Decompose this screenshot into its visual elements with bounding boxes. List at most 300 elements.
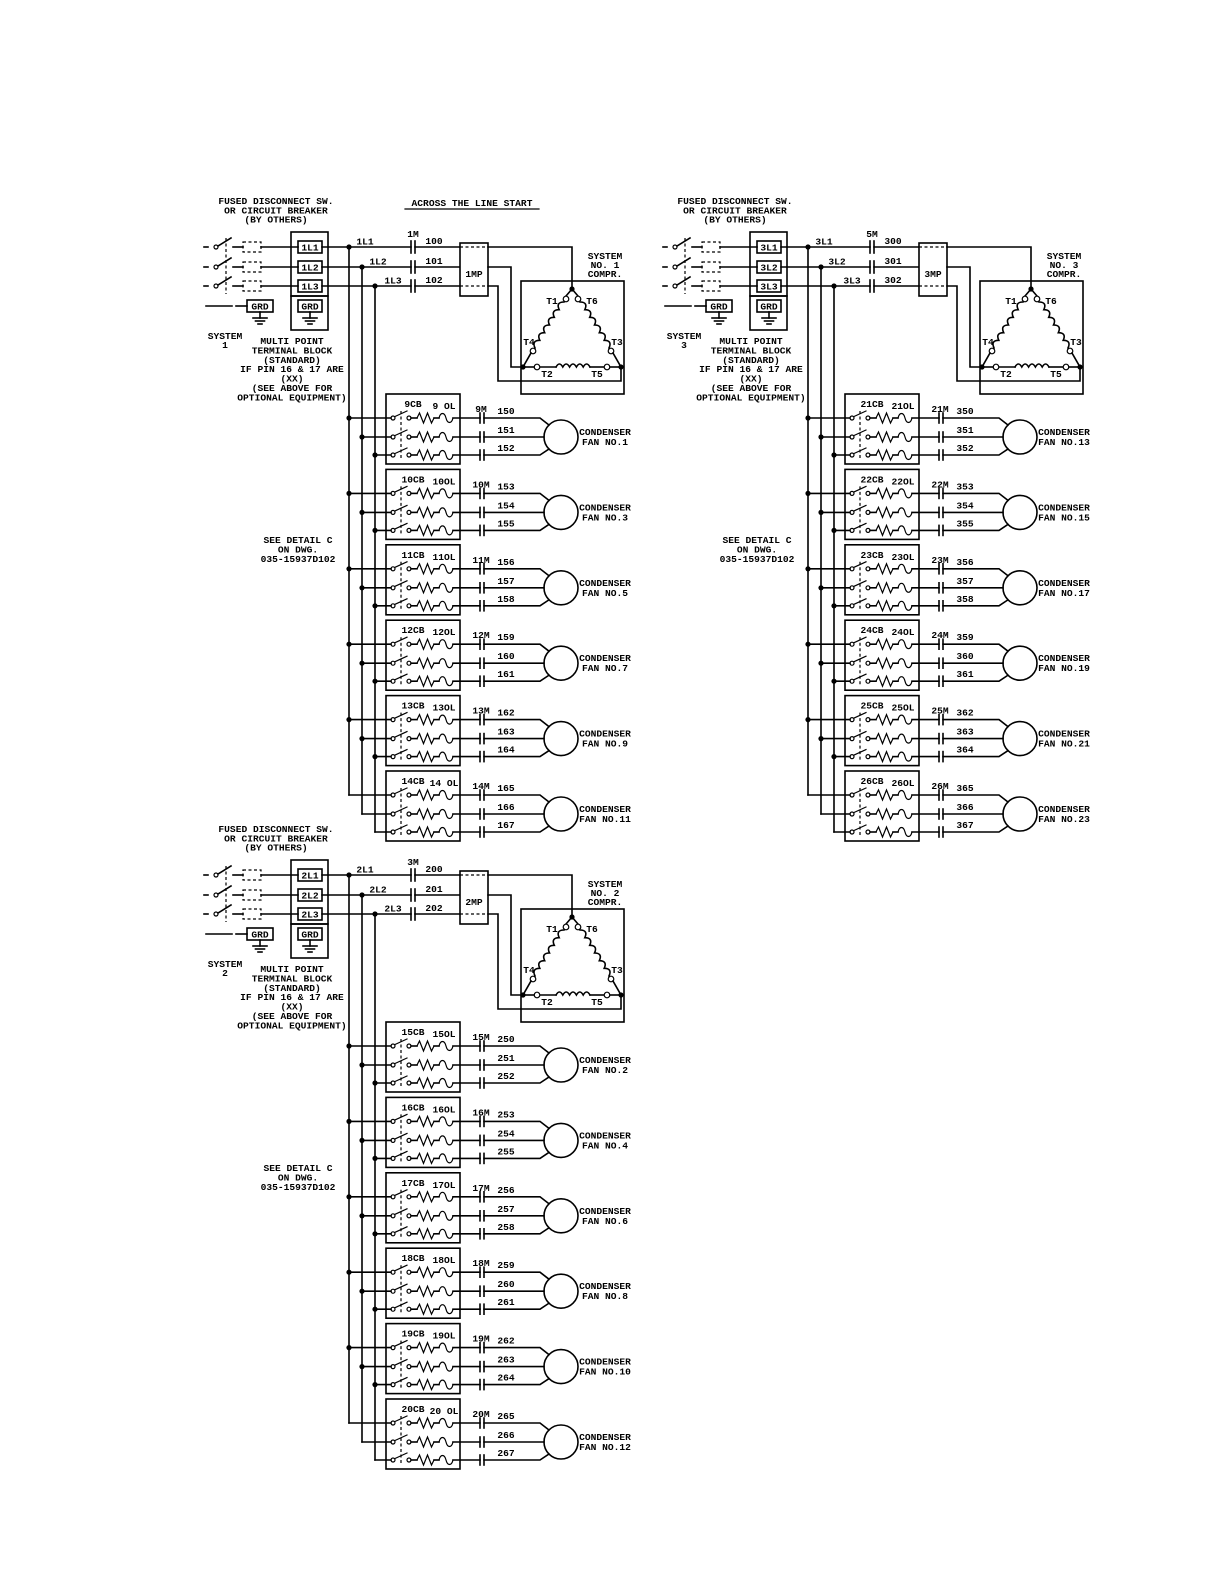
compressor-label: SYSTEM: [587, 251, 623, 262]
condenser-fan-label: FAN NO.11: [579, 814, 631, 825]
overload-heater: [876, 525, 893, 535]
breaker-label: 14CB: [401, 776, 425, 787]
line-label: 3L2: [828, 256, 846, 268]
condenser-fan-label: CONDENSER: [579, 1356, 631, 1368]
wire-number: 255: [497, 1146, 515, 1158]
junction-dot: [346, 415, 351, 420]
terminal-block-note: OPTIONAL EQUIPMENT): [696, 392, 806, 404]
terminal-t5: [1063, 364, 1069, 370]
overload-heater: [417, 1211, 434, 1221]
motor-winding-left: [534, 302, 564, 348]
motor-terminal-label: T4: [982, 337, 994, 348]
condenser-fan-label: FAN NO.4: [581, 1140, 629, 1152]
fan-motor-lead: [484, 751, 549, 757]
ground-label: GRD: [710, 301, 728, 313]
terminal-block-note: OPTIONAL EQUIPMENT): [237, 1020, 347, 1032]
compressor-lead: [488, 247, 572, 289]
overload-heater: [876, 658, 893, 668]
wire-number: 201: [425, 884, 443, 895]
switch-blade: [218, 277, 231, 285]
condenser-fan-label: FAN NO.23: [1038, 814, 1090, 825]
condenser-fan-label: CONDENSER: [579, 804, 631, 815]
fan-contactor-label: 16M: [472, 1107, 490, 1119]
overload-element: [439, 1079, 453, 1088]
wire-number: 167: [497, 820, 515, 831]
winding-lead: [523, 981, 531, 995]
wire-number: 355: [956, 518, 974, 530]
overload-heater: [417, 639, 434, 649]
junction-dot: [359, 1364, 364, 1369]
junction-dot: [359, 1138, 364, 1143]
motor-terminal-label: T6: [586, 296, 598, 307]
wire-number: 358: [956, 593, 974, 605]
fan-motor-lead: [484, 1077, 549, 1083]
compressor-lead: [488, 267, 523, 367]
wire-number: 163: [497, 726, 515, 738]
fan-motor-lead: [484, 1121, 549, 1128]
detail-note: 035-15937D102: [719, 554, 795, 566]
breaker-blade: [854, 599, 866, 605]
condenser-fan-circuit: [808, 771, 1090, 841]
wire-number: 302: [884, 275, 902, 286]
breaker-blade: [395, 1302, 407, 1308]
switch-blade: [677, 277, 690, 285]
condenser-fan-circuit: [805, 620, 1090, 690]
fan-motor-lead: [484, 1197, 549, 1204]
wire-number: 262: [497, 1335, 515, 1347]
overload-element: [898, 659, 912, 668]
overload-heater: [417, 525, 434, 535]
breaker-blade: [395, 750, 407, 756]
breaker-label: 15CB: [401, 1027, 425, 1038]
overload-heater: [876, 790, 893, 800]
overload-label: 16OL: [432, 1104, 456, 1116]
junction-dot: [346, 1270, 351, 1275]
condenser-fan-label: CONDENSER: [579, 728, 631, 740]
wire-number: 200: [425, 864, 443, 875]
winding-lead: [613, 353, 621, 367]
terminal-t2: [534, 992, 540, 998]
overload-heater: [417, 676, 434, 686]
terminal-label: 1L3: [301, 281, 319, 293]
overload-heater: [876, 413, 893, 423]
junction-dot: [818, 510, 823, 515]
condenser-fan-label: FAN NO.1: [581, 437, 629, 448]
compressor-motor-windings: [979, 286, 1082, 380]
junction-dot: [818, 736, 823, 741]
terminal-block-note: MULTI POINT: [260, 336, 324, 347]
condenser-fan-circuit: [805, 696, 1090, 766]
wire-number: 260: [497, 1279, 515, 1291]
compressor-lead: [947, 247, 1031, 289]
terminal-block-note: IF PIN 16 & 17 ARE: [240, 992, 344, 1004]
condenser-fan-circuit: [346, 620, 631, 690]
motor-protector-label: 3MP: [924, 269, 942, 280]
motor-terminal-label: T4: [523, 337, 535, 348]
overload-element: [439, 489, 453, 498]
compressor-contactor-label: 5M: [866, 229, 878, 240]
overload-heater: [417, 1041, 434, 1051]
wire-number: 350: [956, 406, 974, 417]
condenser-fan-circuit: [346, 1173, 631, 1243]
fan-contactor-label: 23M: [931, 554, 949, 566]
compressor-lead: [488, 875, 572, 917]
junction-dot: [831, 679, 836, 684]
condenser-fan-label: FAN NO.19: [1038, 663, 1090, 675]
overload-heater: [876, 734, 893, 744]
breaker-label: 10CB: [401, 474, 425, 486]
breaker-blade: [395, 1076, 407, 1082]
overload-element: [439, 601, 453, 610]
overload-element: [439, 1154, 453, 1163]
fan-motor-lead: [484, 418, 549, 425]
junction-dot: [372, 1231, 377, 1236]
compressor-motor-windings: [520, 914, 623, 1008]
breaker-label: 22CB: [860, 474, 884, 486]
motor-terminal-label: T5: [591, 997, 603, 1008]
fan-motor-lead: [484, 720, 549, 727]
disconnect-label: FUSED DISCONNECT SW.: [677, 196, 793, 207]
wire-number: 360: [956, 651, 974, 663]
junction-dot: [372, 452, 377, 457]
compressor-label: NO. 1: [590, 260, 620, 271]
system-label: SYSTEM: [666, 331, 702, 342]
terminal-label: 3L3: [760, 281, 778, 293]
overload-label: 21OL: [891, 401, 915, 412]
system-block: [663, 196, 1090, 841]
overload-element: [439, 752, 453, 761]
wire-number: 356: [956, 556, 974, 568]
wire-number: 301: [884, 256, 902, 267]
wire-number: 261: [497, 1297, 515, 1309]
winding-lead: [523, 353, 531, 367]
ground-label: GRD: [251, 929, 269, 941]
overload-heater: [417, 1078, 434, 1088]
start-type-label: ACROSS THE LINE START: [411, 198, 533, 209]
overload-element: [439, 508, 453, 517]
condenser-fan-label: FAN NO.6: [581, 1215, 629, 1227]
fan-contactor-label: 22M: [931, 479, 949, 491]
overload-element: [898, 715, 912, 724]
ground-symbol: [303, 312, 317, 324]
fan-contactor-label: 11M: [472, 554, 490, 566]
condenser-fan-label: FAN NO.8: [581, 1291, 629, 1303]
overload-heater: [876, 639, 893, 649]
motor-winding-left: [534, 930, 564, 976]
overload-element: [439, 810, 453, 819]
terminal-block-note: (XX): [280, 373, 304, 385]
condenser-fan-circuit: [805, 545, 1090, 615]
overload-heater: [417, 1229, 434, 1239]
overload-heater: [417, 1437, 434, 1447]
wire-number: 259: [497, 1260, 515, 1272]
overload-element: [439, 1305, 453, 1314]
fan-motor-lead: [484, 524, 549, 530]
overload-element: [898, 640, 912, 649]
motor-winding-right: [580, 302, 610, 348]
junction-dot: [372, 1382, 377, 1387]
wire-number: 162: [497, 707, 515, 719]
breaker-blade: [395, 523, 407, 529]
junction-dot: [372, 679, 377, 684]
wire-number: 256: [497, 1184, 515, 1196]
fan-contactor-label: 25M: [931, 705, 949, 717]
terminal-t1: [563, 296, 569, 302]
motor-winding-right: [580, 930, 610, 976]
line-label: 3L3: [843, 275, 861, 287]
fan-motor-lead: [943, 675, 1008, 681]
terminal-block-note: (STANDARD): [263, 982, 321, 994]
junction-dot: [372, 528, 377, 533]
condenser-fan-label: FAN NO.13: [1038, 437, 1090, 448]
wire-number: 151: [497, 425, 515, 436]
overload-label: 22OL: [891, 476, 915, 488]
fan-motor-lead: [484, 1379, 549, 1385]
wire-number: 157: [497, 575, 515, 587]
wire-number: 357: [956, 575, 974, 587]
compressor-label: COMPR.: [587, 269, 623, 280]
terminal-t5: [604, 992, 610, 998]
wire-number: 166: [497, 802, 515, 813]
overload-heater: [417, 1380, 434, 1390]
junction-dot: [818, 585, 823, 590]
fan-motor-lead: [484, 1152, 549, 1158]
terminal-block-note: IF PIN 16 & 17 ARE: [240, 364, 344, 376]
breaker-blade: [395, 825, 407, 831]
fan-motor-lead: [484, 600, 549, 606]
overload-heater: [417, 1418, 434, 1428]
condenser-fan-circuit: [346, 394, 631, 464]
condenser-fan-label: CONDENSER: [579, 1130, 631, 1142]
overload-element: [439, 1229, 453, 1238]
fuse-symbol: [702, 262, 720, 272]
junction-dot: [346, 717, 351, 722]
overload-element: [439, 433, 453, 442]
switch-blade: [218, 905, 231, 913]
terminal-t2: [993, 364, 999, 370]
terminal-label: 2L3: [301, 909, 319, 921]
terminal-block-note: MULTI POINT: [260, 964, 324, 975]
terminal-block-note: IF PIN 16 & 17 ARE: [699, 364, 803, 376]
overload-label: 18OL: [432, 1255, 456, 1267]
overload-heater: [417, 488, 434, 498]
overload-element: [439, 583, 453, 592]
motor-terminal-label: T1: [1005, 296, 1017, 307]
junction-dot: [818, 434, 823, 439]
overload-element: [898, 508, 912, 517]
overload-heater: [417, 1343, 434, 1353]
overload-element: [439, 1343, 453, 1352]
condenser-fan-label: FAN NO.12: [579, 1442, 631, 1453]
fan-motor-lead: [484, 1348, 549, 1355]
breaker-label: 11CB: [401, 549, 425, 561]
fan-motor-lead: [484, 449, 549, 455]
condenser-fan-circuit: [805, 394, 1090, 464]
junction-dot: [359, 1289, 364, 1294]
motor-terminal-label: T6: [586, 924, 598, 935]
junction-dot: [818, 661, 823, 666]
condenser-fan-label: CONDENSER: [1038, 502, 1090, 514]
breaker-blade: [395, 599, 407, 605]
fan-motor-lead: [943, 826, 1008, 832]
terminal-label: 2L1: [301, 870, 319, 882]
motor-protector-label: 1MP: [465, 269, 483, 280]
compressor-label: COMPR.: [1046, 269, 1082, 280]
winding-lead: [613, 981, 621, 995]
wire-number: 155: [497, 518, 515, 530]
condenser-fan-circuit: [346, 1324, 631, 1394]
overload-element: [439, 1192, 453, 1201]
switch-blade: [218, 258, 231, 266]
ground-symbol: [762, 312, 776, 324]
junction-dot: [372, 1080, 377, 1085]
wire-number: 263: [497, 1354, 515, 1366]
wire-number: 253: [497, 1109, 515, 1121]
disconnect-label: FUSED DISCONNECT SW.: [218, 196, 334, 207]
overload-heater: [417, 1286, 434, 1296]
terminal-block-note: (SEE ABOVE FOR: [251, 1011, 333, 1022]
condenser-fan-label: FAN NO.15: [1038, 512, 1090, 524]
detail-note: 035-15937D102: [260, 554, 336, 566]
ground-label: GRD: [251, 301, 269, 313]
overload-label: 20 OL: [429, 1406, 459, 1417]
fan-motor-lead: [943, 644, 1008, 651]
overload-element: [898, 791, 912, 800]
junction-dot: [359, 1213, 364, 1218]
condenser-fan-circuit: [805, 469, 1090, 539]
overload-label: 25OL: [891, 702, 915, 714]
overload-heater: [876, 715, 893, 725]
terminal-block-note: (XX): [280, 1001, 304, 1013]
motor-protector-label: 2MP: [465, 897, 483, 908]
breaker-label: 23CB: [860, 549, 884, 561]
condenser-fan-label: CONDENSER: [579, 577, 631, 589]
overload-element: [439, 1117, 453, 1126]
compressor-lead: [488, 895, 523, 995]
detail-note: SEE DETAIL C: [263, 1163, 333, 1174]
breaker-label: 21CB: [860, 399, 884, 410]
overload-heater: [417, 658, 434, 668]
wire-number: 300: [884, 236, 902, 247]
winding-lead: [572, 289, 578, 296]
wire-number: 160: [497, 651, 515, 663]
overload-heater: [417, 583, 434, 593]
overload-element: [439, 1061, 453, 1070]
motor-terminal-label: T3: [1070, 337, 1082, 348]
wire-number: 258: [497, 1221, 515, 1233]
overload-element: [439, 677, 453, 686]
disconnect-label: (BY OTHERS): [244, 842, 308, 854]
overload-element: [898, 752, 912, 761]
disconnect-label: OR CIRCUIT BREAKER: [224, 833, 328, 845]
fuse-symbol: [702, 242, 720, 252]
terminal-t6: [575, 296, 581, 302]
ground-symbol: [303, 940, 317, 952]
disconnect-label: FUSED DISCONNECT SW.: [218, 824, 334, 835]
fan-motor-lead: [484, 1046, 549, 1053]
breaker-label: 25CB: [860, 700, 884, 712]
system-label: SYSTEM: [207, 959, 243, 970]
terminal-label: 3L1: [760, 242, 778, 254]
terminal-block-note: (STANDARD): [722, 354, 780, 366]
wire-number: 367: [956, 820, 974, 831]
junction-dot: [346, 566, 351, 571]
fan-motor-lead: [484, 1423, 549, 1430]
terminal-block-note: TERMINAL BLOCK: [251, 973, 333, 985]
wire-number: 353: [956, 481, 974, 493]
overload-heater: [417, 432, 434, 442]
terminal-t6: [575, 924, 581, 930]
fan-contactor-label: 15M: [472, 1032, 490, 1043]
motor-winding-right: [1039, 302, 1069, 348]
condenser-fan-label: CONDENSER: [579, 653, 631, 665]
overload-element: [439, 791, 453, 800]
compressor-motor-box: [521, 281, 624, 394]
motor-terminal-label: T1: [546, 924, 558, 935]
motor-terminal-label: T1: [546, 296, 558, 307]
overload-heater: [876, 488, 893, 498]
overload-heater: [417, 715, 434, 725]
ground-label: GRD: [760, 301, 778, 313]
fan-motor-lead: [943, 751, 1008, 757]
wire-number: 164: [497, 744, 515, 756]
overload-element: [898, 583, 912, 592]
breaker-blade: [395, 1378, 407, 1384]
wire-number: 100: [425, 236, 443, 247]
winding-lead: [566, 917, 572, 924]
wire-number: 354: [956, 500, 974, 512]
junction-dot: [805, 642, 810, 647]
condenser-fan-circuit: [349, 771, 631, 841]
overload-heater: [876, 450, 893, 460]
junction-dot: [831, 603, 836, 608]
wire-number: 364: [956, 744, 974, 756]
fan-motor-lead: [943, 569, 1008, 576]
overload-label: 10OL: [432, 476, 456, 488]
terminal-t6: [1034, 296, 1040, 302]
breaker-blade: [395, 1453, 407, 1459]
fuse-symbol: [702, 281, 720, 291]
overload-heater: [417, 1192, 434, 1202]
overload-element: [898, 677, 912, 686]
overload-label: 19OL: [432, 1330, 456, 1342]
fan-motor-lead: [484, 795, 549, 802]
overload-heater: [417, 1116, 434, 1126]
overload-heater: [876, 827, 893, 837]
condenser-fan-circuit: [346, 469, 631, 539]
terminal-block-note: (SEE ABOVE FOR: [710, 383, 792, 394]
fan-motor-lead: [943, 449, 1008, 455]
overload-label: 9 OL: [432, 401, 456, 412]
overload-element: [898, 451, 912, 460]
overload-heater: [417, 413, 434, 423]
fan-motor-lead: [943, 418, 1008, 425]
fan-contactor-label: 19M: [472, 1333, 490, 1345]
compressor-motor-box: [980, 281, 1083, 394]
overload-heater: [876, 601, 893, 611]
overload-heater: [417, 734, 434, 744]
disconnect-label: (BY OTHERS): [244, 214, 308, 226]
wire-number: 351: [956, 425, 974, 436]
fuse-symbol: [243, 281, 261, 291]
overload-element: [898, 564, 912, 573]
wire-number: 156: [497, 556, 515, 568]
overload-heater: [417, 601, 434, 611]
terminal-block-note: MULTI POINT: [719, 336, 783, 347]
overload-element: [439, 1419, 453, 1428]
switch-blade: [218, 886, 231, 894]
terminal-block-note: (XX): [739, 373, 763, 385]
